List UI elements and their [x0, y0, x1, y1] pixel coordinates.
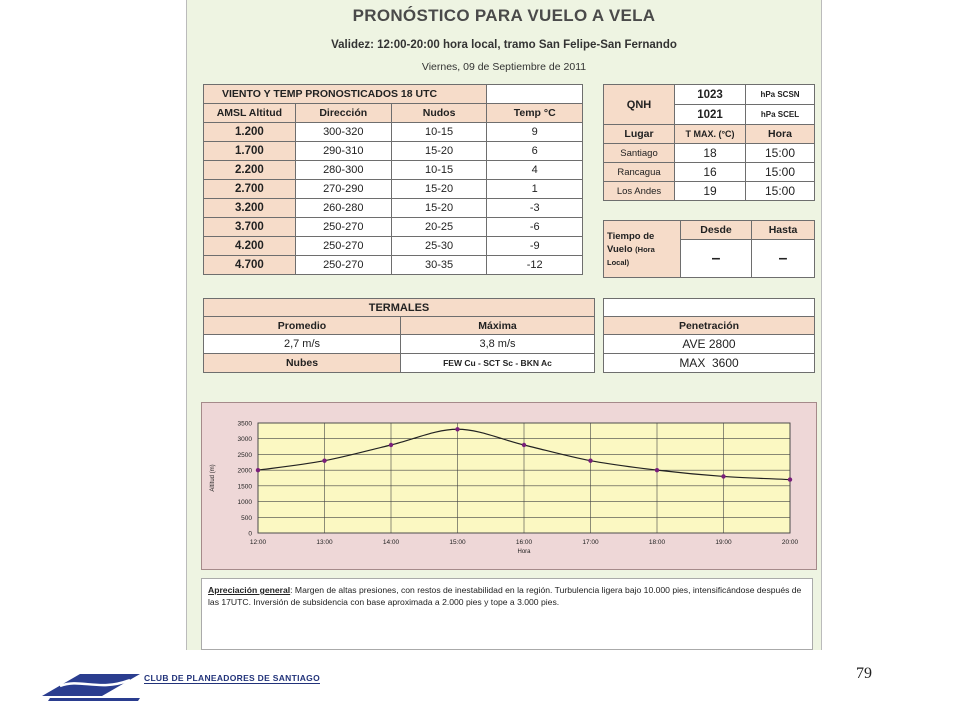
col-header-temp: Temp °C [487, 104, 583, 123]
y-tick-label: 2000 [237, 467, 252, 475]
y-tick-label: 3000 [237, 436, 252, 444]
direction-cell: 290-310 [295, 142, 391, 161]
data-point [788, 477, 792, 481]
thermals-table [203, 298, 595, 373]
time-cell: 15:00 [746, 163, 815, 182]
temp-cell: 9 [487, 123, 583, 142]
doc-date: Viernes, 09 de Septiembre de 2011 [421, 61, 587, 73]
penetration-table [603, 298, 815, 373]
knots-cell: 20-25 [391, 218, 487, 237]
qnh-value-scel: 1021 [675, 105, 746, 125]
table-row [204, 256, 583, 275]
table-row [204, 180, 583, 199]
flight-time-to: – [752, 240, 815, 278]
flight-time-from: – [681, 240, 752, 278]
tmax-cell: 18 [675, 144, 746, 163]
qnh-value-scsn: 1023 [675, 85, 746, 105]
place-cell: Los Andes [604, 182, 675, 201]
altitude-cell: 1.700 [204, 142, 296, 161]
flight-time-label [604, 221, 681, 278]
qnh-unit-scsn: hPa SCSN [746, 85, 815, 105]
thermals-avg: 2,7 m/s [204, 335, 401, 354]
doc-subtitle: Validez: 12:00-20:00 hora local, tramo San Felipe-San Fernando [331, 39, 677, 51]
thermals-max: 3,8 m/s [401, 335, 595, 354]
temp-cell: 4 [487, 161, 583, 180]
general-assessment-text: : Margen de altas presiones, con restos de inestabilidad en la región. Turbulencia ligera bajo 10.000 pies, intensificándose después de las 17UTC. Inversión de subsidencia con base aproximada a 2.000 pies y tope a 3.000 pies. [208, 585, 802, 607]
altitude-cell: 4.200 [204, 237, 296, 256]
knots-cell: 30-35 [391, 256, 487, 275]
direction-cell: 270-290 [295, 180, 391, 199]
direction-cell: 250-270 [295, 237, 391, 256]
tmax-cell: 19 [675, 182, 746, 201]
qnh-label: QNH [604, 85, 675, 125]
knots-cell: 10-15 [391, 161, 487, 180]
temp-cell: -9 [487, 237, 583, 256]
x-tick-label: 20:00 [781, 539, 799, 546]
altitude-cell: 2.200 [204, 161, 296, 180]
y-tick-label: 2500 [237, 451, 252, 459]
altitude-cell: 1.200 [204, 123, 296, 142]
flight-time-table [603, 220, 815, 278]
col-header-lugar: Lugar [604, 125, 675, 144]
temp-cell: 6 [487, 142, 583, 161]
altitude-cell: 4.700 [204, 256, 296, 275]
place-cell: Santiago [604, 144, 675, 163]
x-tick-label: 15:00 [449, 539, 466, 546]
col-header-hora: Hora [746, 125, 815, 144]
wind-temp-table [203, 84, 583, 275]
direction-cell: 280-300 [295, 161, 391, 180]
table-row [204, 218, 583, 237]
knots-cell: 15-20 [391, 180, 487, 199]
altitude-chart [202, 403, 816, 569]
table-row [204, 199, 583, 218]
col-header-hasta: Hasta [752, 221, 815, 240]
data-point [655, 468, 659, 472]
penetration-avg: AVE 2800 [604, 335, 815, 354]
x-tick-label: 18:00 [648, 539, 666, 546]
table-row [204, 161, 583, 180]
temp-cell: -3 [487, 199, 583, 218]
data-point [322, 459, 326, 463]
x-tick-label: 13:00 [316, 539, 333, 546]
penetration-max: MAX 3600 [604, 354, 815, 373]
data-point [588, 459, 592, 463]
x-tick-label: 17:00 [582, 539, 599, 546]
temp-cell: 1 [487, 180, 583, 199]
general-assessment-label: Apreciación general [208, 585, 291, 595]
clouds-label: Nubes [204, 354, 401, 373]
table-row [604, 163, 815, 182]
data-point [721, 474, 725, 478]
knots-cell: 15-20 [391, 142, 487, 161]
x-tick-label: 14:00 [382, 539, 400, 546]
y-tick-label: 500 [241, 514, 252, 522]
knots-cell: 25-30 [391, 237, 487, 256]
y-tick-label: 3500 [237, 420, 252, 428]
col-header-desde: Desde [681, 221, 752, 240]
col-header-promedio: Promedio [204, 317, 401, 335]
y-tick-label: 0 [248, 530, 252, 538]
club-name: CLUB DE PLANEADORES DE SANTIAGO [144, 673, 321, 683]
time-cell: 15:00 [746, 144, 815, 163]
thermals-title: TERMALES [204, 299, 595, 317]
place-cell: Rancagua [604, 163, 675, 182]
data-point [256, 468, 260, 472]
table-row [204, 237, 583, 256]
y-tick-label: 1000 [237, 499, 252, 507]
knots-cell: 15-20 [391, 199, 487, 218]
flight-time-label-sub: (Hora Local) [607, 244, 655, 267]
altitude-cell: 2.700 [204, 180, 296, 199]
time-cell: 15:00 [746, 182, 815, 201]
tmax-cell: 16 [675, 163, 746, 182]
data-point [455, 427, 459, 431]
altitude-cell: 3.700 [204, 218, 296, 237]
qnh-table [603, 84, 815, 125]
wind-table-title: VIENTO Y TEMP PRONOSTICADOS 18 UTC [204, 85, 487, 104]
col-header-nudos: Nudos [391, 104, 487, 123]
qnh-unit-scel: hPa SCEL [746, 105, 815, 125]
x-tick-label: 19:00 [715, 539, 732, 546]
altitude-chart-box [201, 402, 817, 570]
x-tick-label: 16:00 [515, 539, 533, 546]
table-row [204, 142, 583, 161]
table-row [204, 123, 583, 142]
general-assessment [201, 578, 813, 650]
direction-cell: 250-270 [295, 256, 391, 275]
direction-cell: 260-280 [295, 199, 391, 218]
doc-title: PRONÓSTICO PARA VUELO A VELA [352, 6, 656, 25]
penetration-title: Penetración [604, 317, 815, 335]
temp-cell: -6 [487, 218, 583, 237]
altitude-cell: 3.200 [204, 199, 296, 218]
x-tick-label: 12:00 [249, 539, 267, 546]
forecast-document [186, 0, 822, 650]
y-axis-label: Altitud (m) [210, 464, 216, 492]
flight-time-label-main: Tiempo de Vuelo [607, 230, 655, 255]
temp-cell: -12 [487, 256, 583, 275]
data-point [389, 443, 393, 447]
col-header-direccion: Dirección [295, 104, 391, 123]
direction-cell: 250-270 [295, 218, 391, 237]
data-point [522, 443, 526, 447]
y-tick-label: 1500 [237, 483, 252, 491]
direction-cell: 300-320 [295, 123, 391, 142]
col-header-altitud: AMSL Altitud [204, 104, 296, 123]
knots-cell: 10-15 [391, 123, 487, 142]
table-row [604, 144, 815, 163]
x-axis-label: Hora [517, 549, 531, 555]
col-header-maxima: Máxima [401, 317, 595, 335]
clouds-value: FEW Cu - SCT Sc - BKN Ac [401, 354, 595, 373]
tmax-table [603, 124, 815, 201]
page-number: 79 [856, 665, 872, 682]
table-row [604, 182, 815, 201]
col-header-tmax: T MAX. (°C) [675, 125, 746, 144]
